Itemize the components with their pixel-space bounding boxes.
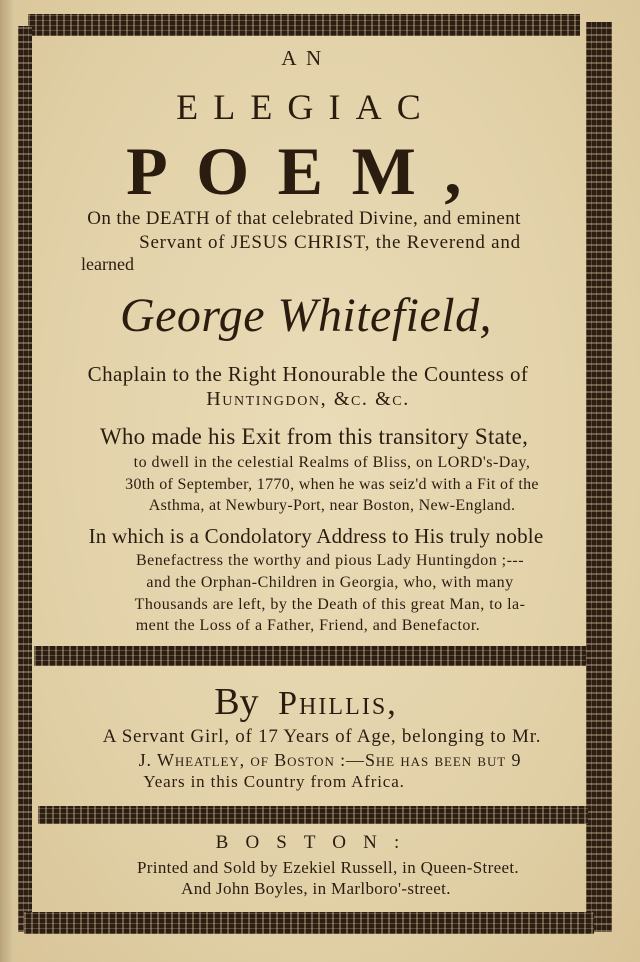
subject-name: George Whitefield, — [119, 289, 493, 342]
condolatory-line-4: Thousands are left, by the Death of this great Man, to la- — [134, 596, 526, 613]
author-name: Phillis, — [278, 685, 398, 722]
condolatory-line-5: ment the Loss of a Father, Friend, and Benefactor. — [135, 617, 481, 634]
bottom-border-rule — [24, 912, 594, 934]
imprint-line-2: And John Boyles, in Marlboro'-street. — [181, 879, 451, 898]
condolatory-line-1: In which is a Condolatory Address to His truly noble — [88, 524, 544, 548]
subject-line-1: On the DEATH of that celebrated Divine, and eminent — [87, 208, 521, 229]
author-line-3: Years in this Country from Africa. — [143, 772, 405, 791]
author-line-1: A Servant Girl, of 17 Years of Age, belonging to Mr. — [102, 726, 542, 747]
title-an: AN — [281, 46, 331, 70]
imprint-line-1: Printed and Sold by Ezekiel Russell, in Queen-Street. — [136, 858, 520, 877]
chaplain-line-1: Chaplain to the Right Honourable the Countess of — [87, 362, 529, 386]
middle-border-rule-1 — [34, 646, 586, 666]
author-line-2: J. Wheatley, of Boston :—She has been but 9 — [138, 750, 522, 770]
condolatory-line-3: and the Orphan-Children in Georgia, who, with many — [146, 574, 514, 591]
title-elegiac: ELEGIAC — [176, 87, 436, 127]
exit-line-4: Asthma, at Newbury-Port, near Boston, New-England. — [148, 497, 516, 514]
middle-border-rule-2 — [38, 806, 588, 824]
chaplain-line-2: Huntingdon, &c. &c. — [206, 388, 410, 410]
subject-line-3: learned — [81, 254, 134, 274]
subject-line-2: Servant of JESUS CHRIST, the Reverend and — [139, 232, 521, 253]
exit-line-2: to dwell in the celestial Realms of Bliss, on LORD's-Day, — [133, 454, 531, 471]
top-border-rule — [28, 14, 580, 36]
imprint-place: BOSTON: — [215, 832, 417, 853]
title-poem: POEM, — [126, 133, 490, 209]
exit-line-3: 30th of September, 1770, when he was seiz'd with a Fit of the — [125, 476, 539, 493]
author-by: By — [214, 681, 259, 723]
author-by-line — [0, 680, 626, 724]
exit-line-1: Who made his Exit from this transitory State, — [99, 424, 529, 449]
condolatory-line-2: Benefactress the worthy and pious Lady Huntingdon ;--- — [135, 552, 525, 569]
